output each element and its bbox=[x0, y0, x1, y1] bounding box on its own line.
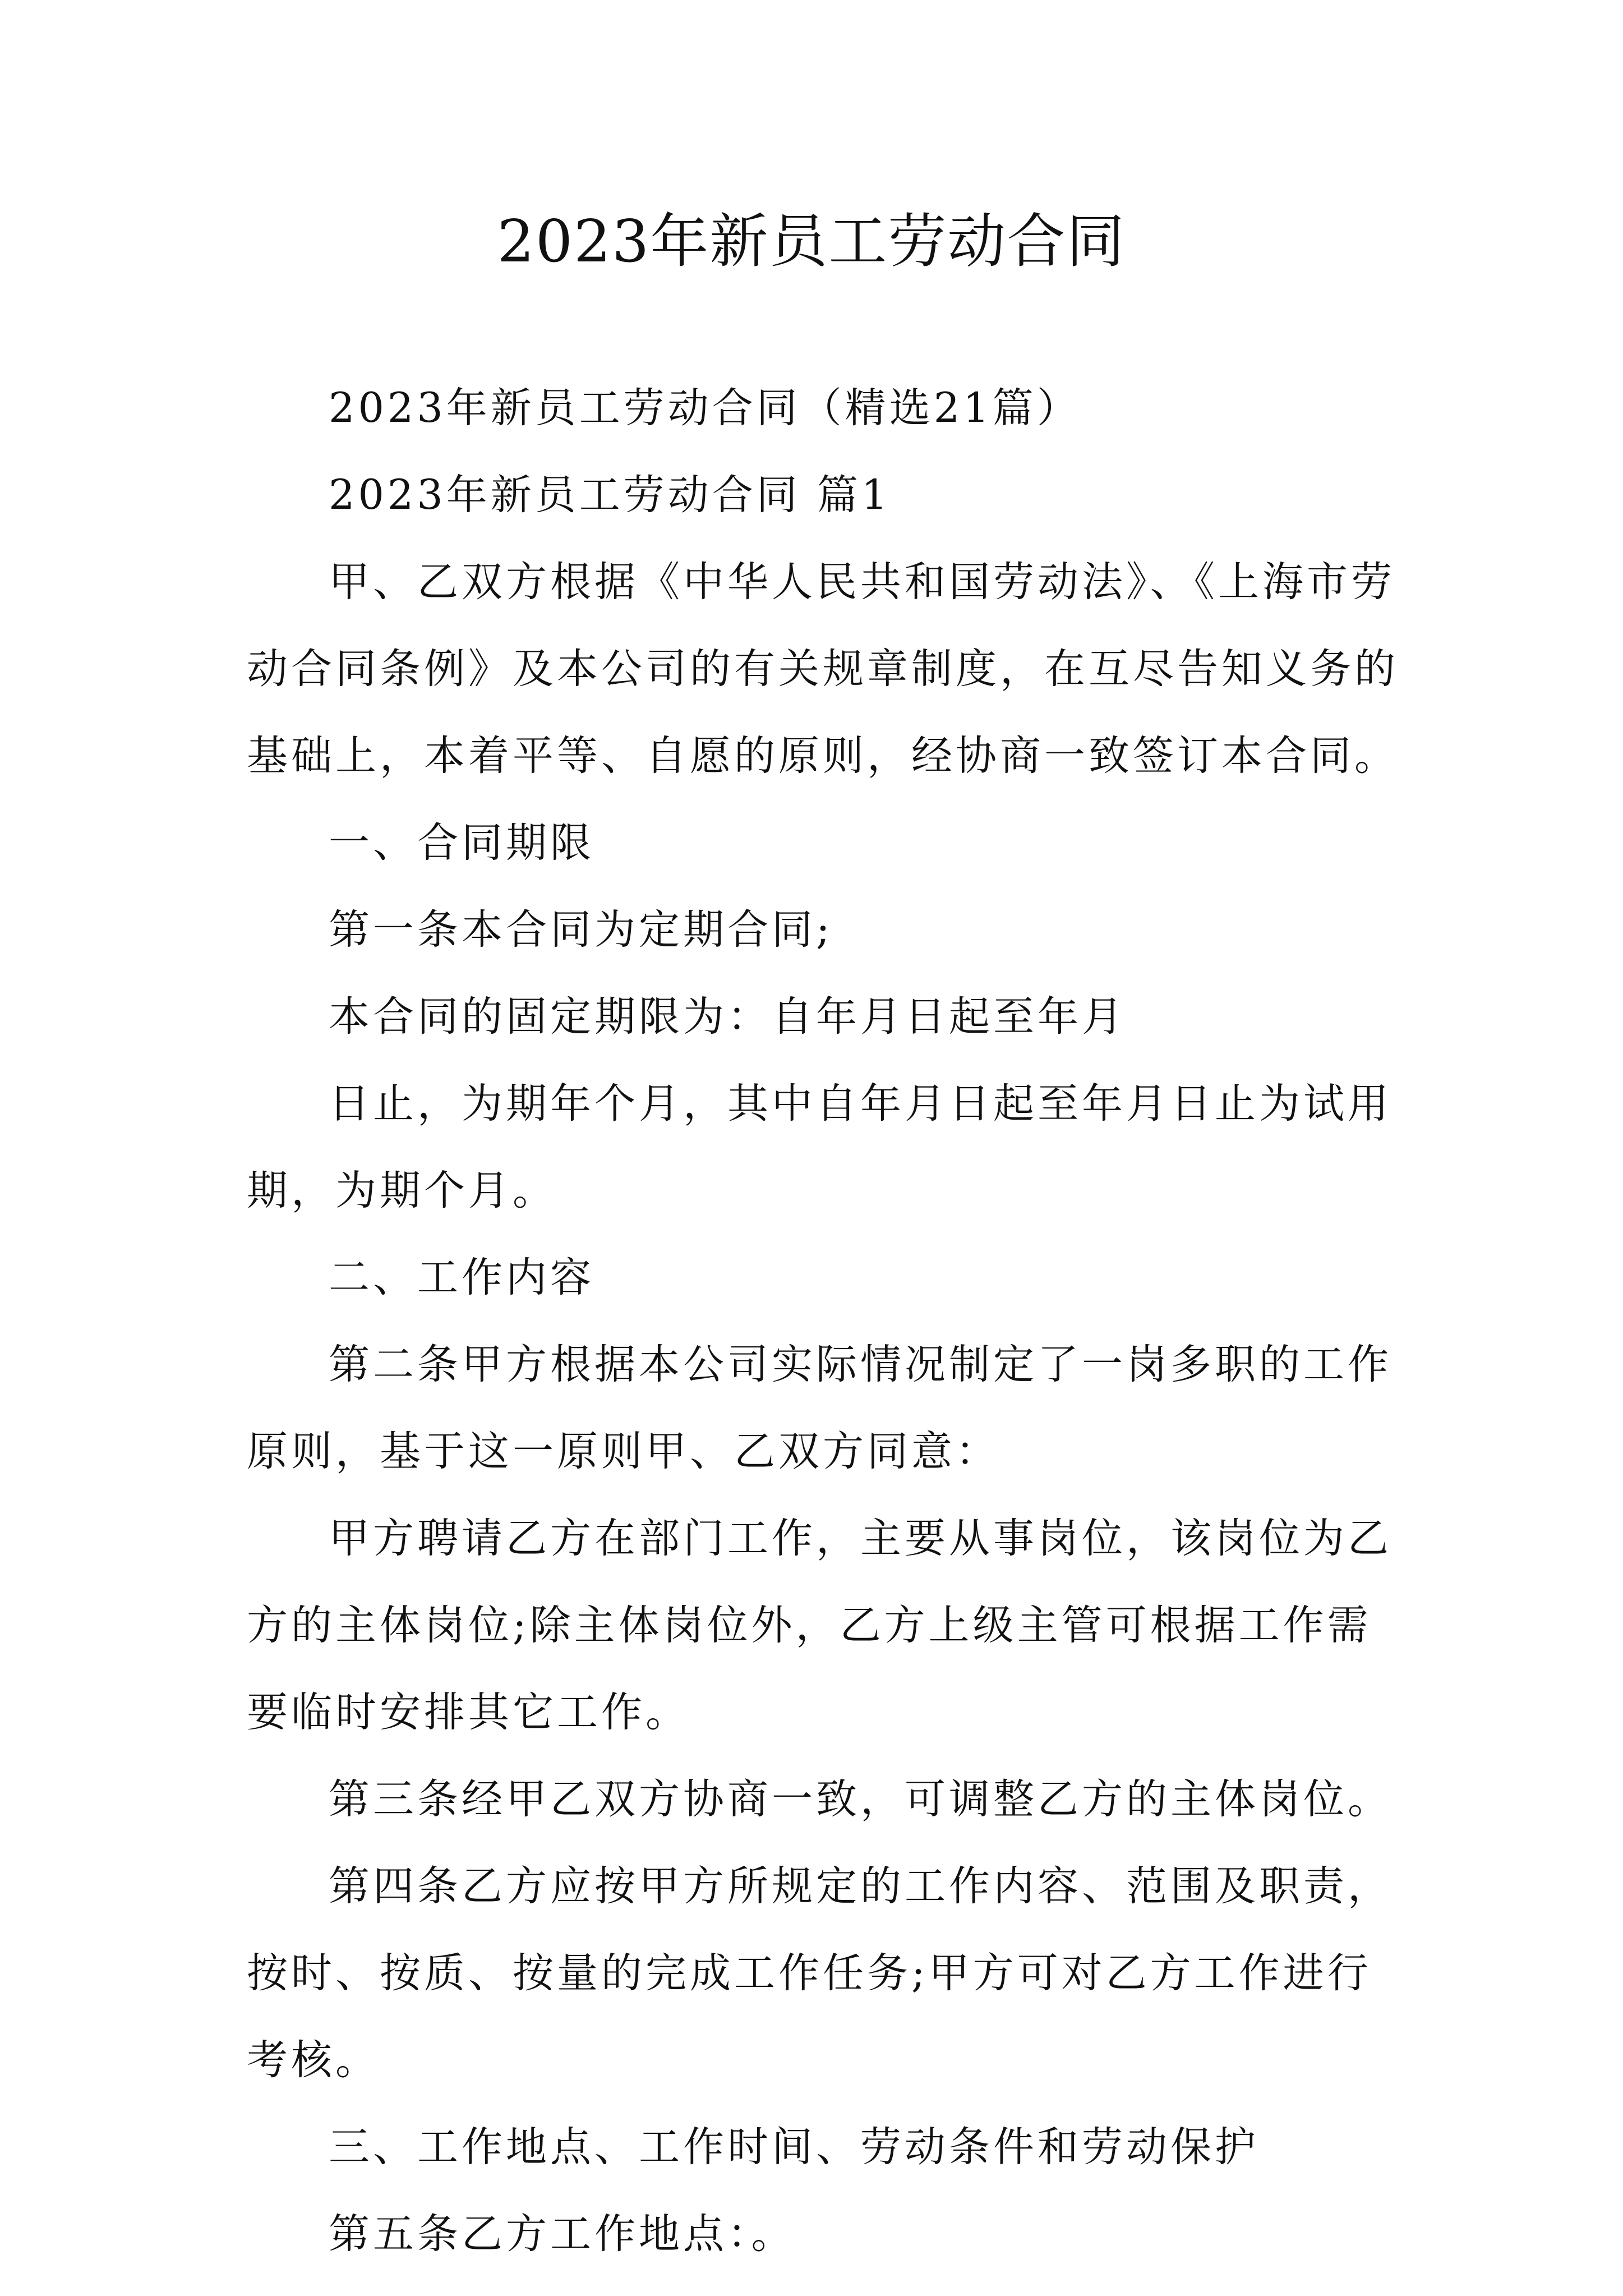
paragraph-article-4: 第四条乙方应按甲方所规定的工作内容、范围及职责，按时、按质、按量的完成工作任务;甲方可对乙方工作进行考核。 bbox=[247, 1862, 1392, 2084]
paragraph-preamble: 甲、乙双方根据《中华人民共和国劳动法》、《上海市劳动合同条例》及本公司的有关规章制度，在互尽告知义务的基础上，本着平等、自愿的原则，经协商一致签订本合同。 bbox=[247, 558, 1399, 780]
section-heading-workplace: 三、工作地点、工作时间、劳动条件和劳动保护 bbox=[329, 2123, 1259, 2171]
document-title: 2023年新员工劳动合同 bbox=[497, 207, 1126, 275]
paragraph-article-2: 第二条甲方根据本公司实际情况制定了一岗多职的工作原则，基于这一原则甲、乙双方同意： bbox=[247, 1341, 1392, 1475]
paragraph-article-1: 第一条本合同为定期合同; bbox=[329, 906, 833, 954]
paragraph-fixed-term: 本合同的固定期限为：自年月日起至年月 bbox=[329, 993, 1126, 1041]
section-heading-work-content: 二、工作内容 bbox=[329, 1254, 594, 1301]
paragraph-article-5: 第五条乙方工作地点：。 bbox=[329, 2210, 796, 2258]
paragraph-collection-heading: 2023年新员工劳动合同（精选21篇） bbox=[329, 384, 1081, 432]
section-heading-contract-term: 一、合同期限 bbox=[329, 819, 594, 867]
paragraph-probation: 日止，为期年个月，其中自年月日起至年月日止为试用期，为期个月。 bbox=[247, 1080, 1392, 1214]
paragraph-article-3: 第三条经甲乙双方协商一致，可调整乙方的主体岗位。 bbox=[329, 1775, 1392, 1823]
paragraph-article-heading: 2023年新员工劳动合同 篇1 bbox=[329, 471, 891, 519]
document-body bbox=[247, 365, 1413, 2277]
paragraph-position: 甲方聘请乙方在部门工作，主要从事岗位，该岗位为乙方的主体岗位;除主体岗位外，乙方上级主管可根据工作需要临时安排其它工作。 bbox=[247, 1515, 1392, 1736]
